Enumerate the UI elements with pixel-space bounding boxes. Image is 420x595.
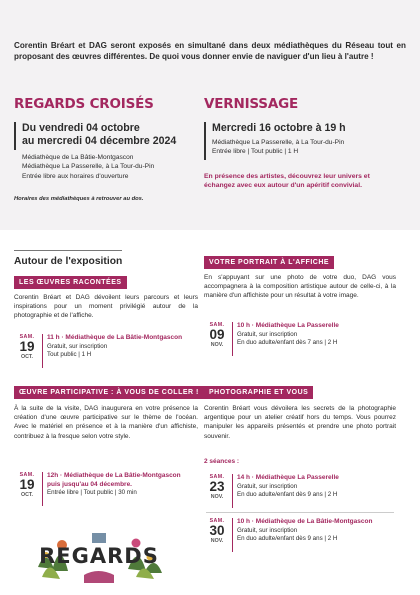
event-divider — [42, 472, 43, 506]
event-line: En duo adulte/enfant dès 9 ans | 2 H — [237, 491, 338, 499]
regards-logo — [32, 527, 167, 585]
vernissage-info — [212, 122, 402, 157]
event-dow: SAM. — [19, 472, 35, 478]
event-day: 19 — [19, 477, 35, 492]
event-date — [206, 474, 228, 508]
event-dow: SAM. — [209, 322, 225, 328]
event-date — [16, 472, 38, 506]
regards-info — [22, 153, 202, 181]
regards-line: Médiathèque La Passerelle, à La Tour-du-Pin — [22, 163, 155, 171]
event-day: 19 — [19, 339, 35, 354]
event-details — [237, 518, 372, 552]
photo-event — [206, 474, 339, 508]
section-title: Autour de l'exposition — [14, 256, 123, 267]
event-divider — [42, 334, 43, 368]
photo-bar: PHOTOGRAPHIE ET VOUS — [204, 386, 313, 399]
event-line: Gratuit, sur inscription — [47, 342, 108, 350]
event-divider — [232, 518, 233, 552]
event-details — [47, 334, 182, 368]
event-line: Gratuit, sur inscription — [237, 526, 298, 534]
event-day: 23 — [209, 479, 225, 494]
participative-text: À la suite de la visite, DAG inaugurera en votre présence la création d'une œuvre participative sur le thème de l'océan. Avec le matériel en présence et à la manière d'un affichiste, contribuez à la fresque selon votre style. — [14, 405, 198, 440]
vernissage-title: VERNISSAGE — [204, 96, 298, 112]
vernissage-accent: En présence des artistes, découvrez leur univers et échangez avec eux autour d'un apéritif convivial. — [204, 173, 370, 189]
regards-date-bar — [14, 122, 16, 150]
event-title: 12h · Médiathèque de La Bâtie-Montgascon — [47, 472, 181, 479]
vernissage-bar — [204, 122, 206, 160]
event-title: 14 h · Médiathèque La Passerelle — [237, 474, 339, 481]
portrait-event — [206, 322, 339, 356]
photo-text: Corentin Bréart vous dévoilera les secrets de la photographie argentique pour un atelier créatif hors du temps. Vous pourrez manipuler les appareils présentés et prendre une photo portrait souvenir. — [204, 405, 396, 440]
regards-line: Médiathèque de La Bâtie-Montgascon — [22, 154, 134, 161]
event-month: NOV. — [210, 538, 224, 544]
vernissage-date: Mercredi 16 octobre à 19 h — [212, 122, 346, 134]
event-month: OCT. — [20, 354, 34, 360]
event-dow: SAM. — [19, 334, 35, 340]
regards-title: REGARDS CROISÉS — [14, 96, 154, 112]
regards-date-start: Du vendredi 04 octobre — [22, 122, 140, 134]
event-day: 30 — [209, 523, 225, 538]
event-month: OCT. — [20, 492, 34, 498]
vernissage-line: Médiathèque La Passerelle, à La Tour-du-Pin — [212, 139, 345, 146]
oeuvres-text: Corentin Bréart et DAG dévoilent leurs parcours et leurs inspirations pour un moment privilégié autour de la photographie et de l'affiche. — [14, 294, 198, 320]
event-month: NOV. — [210, 494, 224, 500]
vernissage-line: Entrée libre | Tout public | 1 H — [212, 148, 299, 156]
event-line: En duo adulte/enfant dès 7 ans | 2 H — [237, 339, 338, 347]
photo-seances: 2 séances : — [204, 458, 240, 465]
event-month: NOV. — [210, 342, 224, 348]
event-separator — [206, 512, 394, 513]
event-line: Tout public | 1 H — [47, 351, 92, 359]
portrait-bar: VOTRE PORTRAIT À L'AFFICHE — [204, 256, 334, 269]
event-dow: SAM. — [209, 474, 225, 480]
event-dow: SAM. — [209, 518, 225, 524]
regards-line: Entrée libre aux horaires d'ouverture — [22, 172, 129, 180]
event-date — [206, 322, 228, 356]
event-date — [16, 334, 38, 368]
event-details — [47, 472, 181, 506]
logo-art — [32, 527, 167, 585]
event-line: Gratuit, sur inscription — [237, 482, 298, 490]
event-title-extra: puis jusqu'au 04 décembre. — [47, 480, 132, 488]
event-title: 10 h · Médiathèque de La Bâtie-Montgascon — [237, 518, 373, 525]
event-day: 09 — [209, 327, 225, 342]
regards-note: Horaires des médiathèques à retrouver au dos. — [14, 196, 144, 202]
event-date — [206, 518, 228, 552]
event-title: 10 h · Médiathèque La Passerelle — [237, 322, 339, 329]
intro-text: Corentin Bréart et DAG seront exposés en simultané dans deux médiathèques du Réseau tout en proposant des œuvres différentes. De quoi vous donner envie de naviguer d'un lieu à l'autre ! — [14, 41, 406, 62]
event-title: 11 h · Médiathèque de La Bâtie-Montgascon — [47, 334, 183, 341]
logo-text: REGARDS — [39, 544, 159, 568]
event-divider — [232, 322, 233, 356]
oeuvres-bar: LES ŒUVRES RACONTÉES — [14, 276, 127, 289]
event-divider — [232, 474, 233, 508]
participative-event — [16, 472, 181, 506]
participative-bar: ŒUVRE PARTICIPATIVE : À VOUS DE COLLER ! — [14, 386, 204, 399]
regards-date-end: au mercredi 04 décembre 2024 — [22, 135, 177, 147]
portrait-text: En s'appuyant sur une photo de votre duo, DAG vous accompagnera à la composition artistique autour de celle-ci, à la manière d'un affichiste pour un résultat à votre image. — [204, 274, 396, 300]
event-details — [237, 474, 339, 508]
regards-dates — [22, 122, 202, 148]
photo-event — [206, 518, 372, 552]
oeuvres-event — [16, 334, 182, 368]
event-line: Entrée libre | Tout public | 30 min — [47, 489, 137, 497]
event-line: Gratuit, sur inscription — [237, 330, 298, 338]
event-line: En duo adulte/enfant dès 9 ans | 2 H — [237, 535, 338, 543]
event-details — [237, 322, 339, 356]
